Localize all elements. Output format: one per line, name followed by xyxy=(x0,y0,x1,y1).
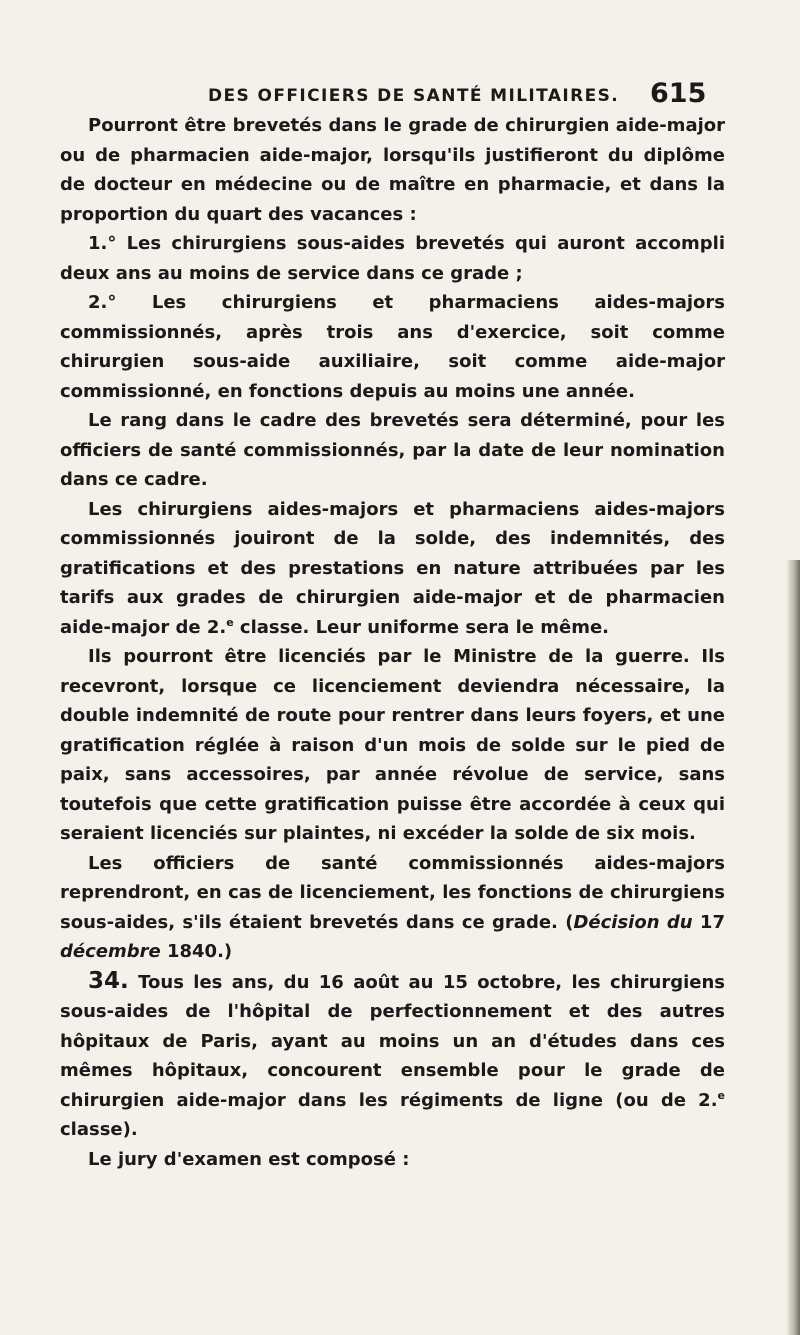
running-head xyxy=(0,78,800,114)
article-number: 34. xyxy=(88,967,129,994)
paragraph: Le rang dans le cadre des brevetés sera déterminé, pour les officiers de santé commissionnés, par la date de leur nomination dans ce cadre. xyxy=(60,410,725,490)
body-text xyxy=(60,111,725,1174)
italic-run: décembre xyxy=(60,941,161,962)
paragraph xyxy=(60,849,725,967)
superscript: e xyxy=(717,1088,725,1102)
paragraph: 1.° Les chirurgiens sous-aides brevetés qui auront accompli deux ans au moins de service dans ce grade ; xyxy=(60,233,725,284)
paragraph: Ils pourront être licenciés par le Ministre de la guerre. Ils recevront, lorsque ce licenciement deviendra nécessaire, la double indemnité de route pour rentrer dans leurs foyers, et une gratification réglée à raison d'un mois de solde sur le pied de paix, sans accessoires, par année révolue de service, sans toutefois que cette gratification puisse être accordée à ceux qui seraient licenciés sur plaintes, ni excéder la solde de six mois. xyxy=(60,646,725,844)
text-run: 1840.) xyxy=(160,941,233,962)
superscript: e xyxy=(226,615,234,629)
text-run: Les chirurgiens aides-majors et pharmaciens aides-majors commissionnés jouiront de la solde, des indemnités, des gratifications et des prestations en nature attribuées par les tarifs aux grades de chirurgien aide-major et de pharmacien aide-major de 2. xyxy=(60,498,725,638)
text-run: Tous les ans, du 16 août au 15 octobre, les chirurgiens sous-aides de l'hôpital de perfectionnement et des autres hôpitaux de Paris, ayant au moins un an d'études dans ces mêmes hôpitaux, concourent ensemble pour le grade de chirurgien aide-major dans les régiments de ligne (ou de 2. xyxy=(60,971,725,1111)
paragraph: Le jury d'examen est composé : xyxy=(88,1148,410,1170)
paragraph xyxy=(60,495,725,643)
text-run: 17 xyxy=(692,911,725,933)
running-title: DES OFFICIERS DE SANTÉ MILITAIRES. xyxy=(208,86,620,106)
paragraph xyxy=(60,967,725,1145)
text-run: classe. Leur uniforme sera le même. xyxy=(233,616,610,638)
text-run: Les officiers de santé commissionnés aides-majors reprendront, en cas de licenciement, les fonctions de chirurgiens sous-aides, s'ils étaient brevetés dans ce grade. ( xyxy=(60,852,725,933)
page-number: 615 xyxy=(650,78,707,109)
italic-run: Décision du xyxy=(573,911,693,933)
paragraph: 2.° Les chirurgiens et pharmaciens aides-majors commissionnés, après trois ans d'exercice, soit comme chirurgien sous-aide auxiliaire, soit comme aide-major commissionné, en fonctions depuis au moins une année. xyxy=(60,292,725,402)
text-run: classe). xyxy=(60,1119,138,1140)
page-edge-shadow xyxy=(786,560,800,1335)
paragraph: Pourront être brevetés dans le grade de chirurgien aide-major ou de pharmacien aide-major, lorsqu'ils justifieront du diplôme de docteur en médecine ou de maître en pharmacie, et dans la proportion du quart des vacances : xyxy=(60,115,725,225)
